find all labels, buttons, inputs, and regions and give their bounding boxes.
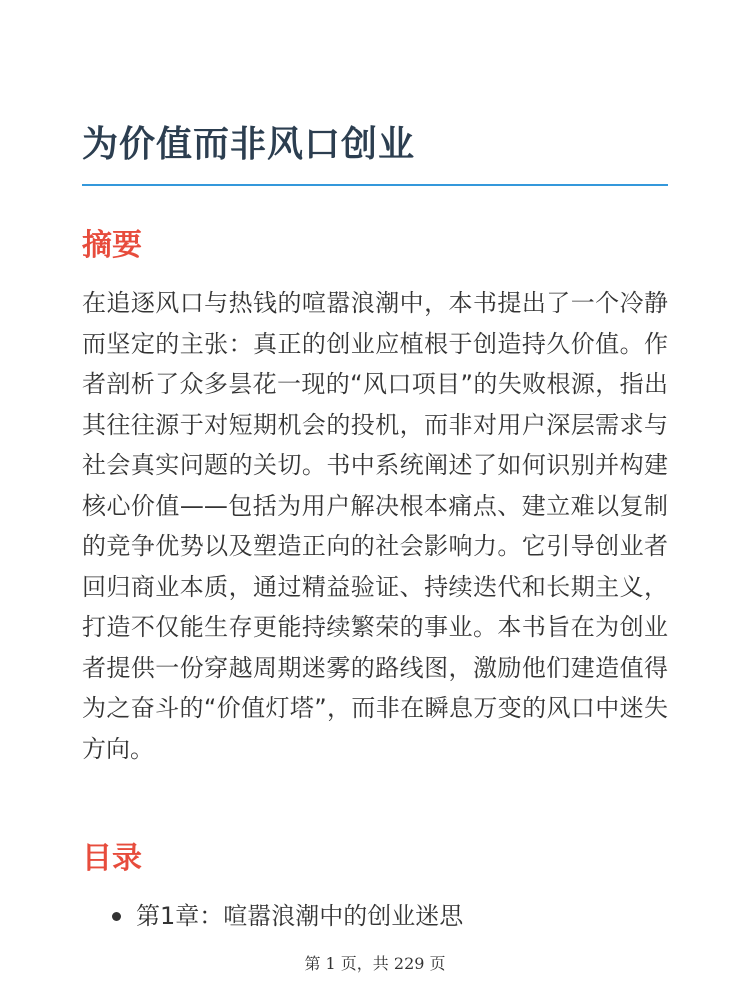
abstract-heading: 摘要 — [82, 228, 142, 263]
toc-item — [82, 898, 668, 934]
bullet-icon — [112, 912, 121, 921]
page-number-footer: 第 1 页，共 229 页 — [304, 954, 446, 973]
abstract-paragraph: 在追逐风口与热钱的喧嚣浪潮中，本书提出了一个冷静而坚定的主张：真正的创业应植根于创造持久价值。作者剖析了众多昙花一现的“风口项目”的失败根源，指出其往往源于对短期机会的投机，而非对用户深层需求与社会真实问题的关切。书中系统阐述了如何识别并构建核心价值——包括为用户解决根本痛点、建立难以复制的竞争优势以及塑造正向的社会影响力。它引导创业者回归商业本质，通过精益验证、持续迭代和长期主义，打造不仅能生存更能持续繁荣的事业。本书旨在为创业者提供一份穿越周期迷雾的路线图，激励他们建造值得为之奋斗的“价值灯塔”，而非在瞬息万变的风口中迷失方向。 — [82, 289, 668, 763]
document-title: 为价值而非风口创业 — [82, 124, 416, 165]
toc-list — [82, 898, 668, 934]
title-divider — [82, 184, 668, 186]
toc-item-label: 第1章：喧嚣浪潮中的创业迷思 — [136, 902, 464, 930]
toc-heading: 目录 — [82, 841, 142, 876]
